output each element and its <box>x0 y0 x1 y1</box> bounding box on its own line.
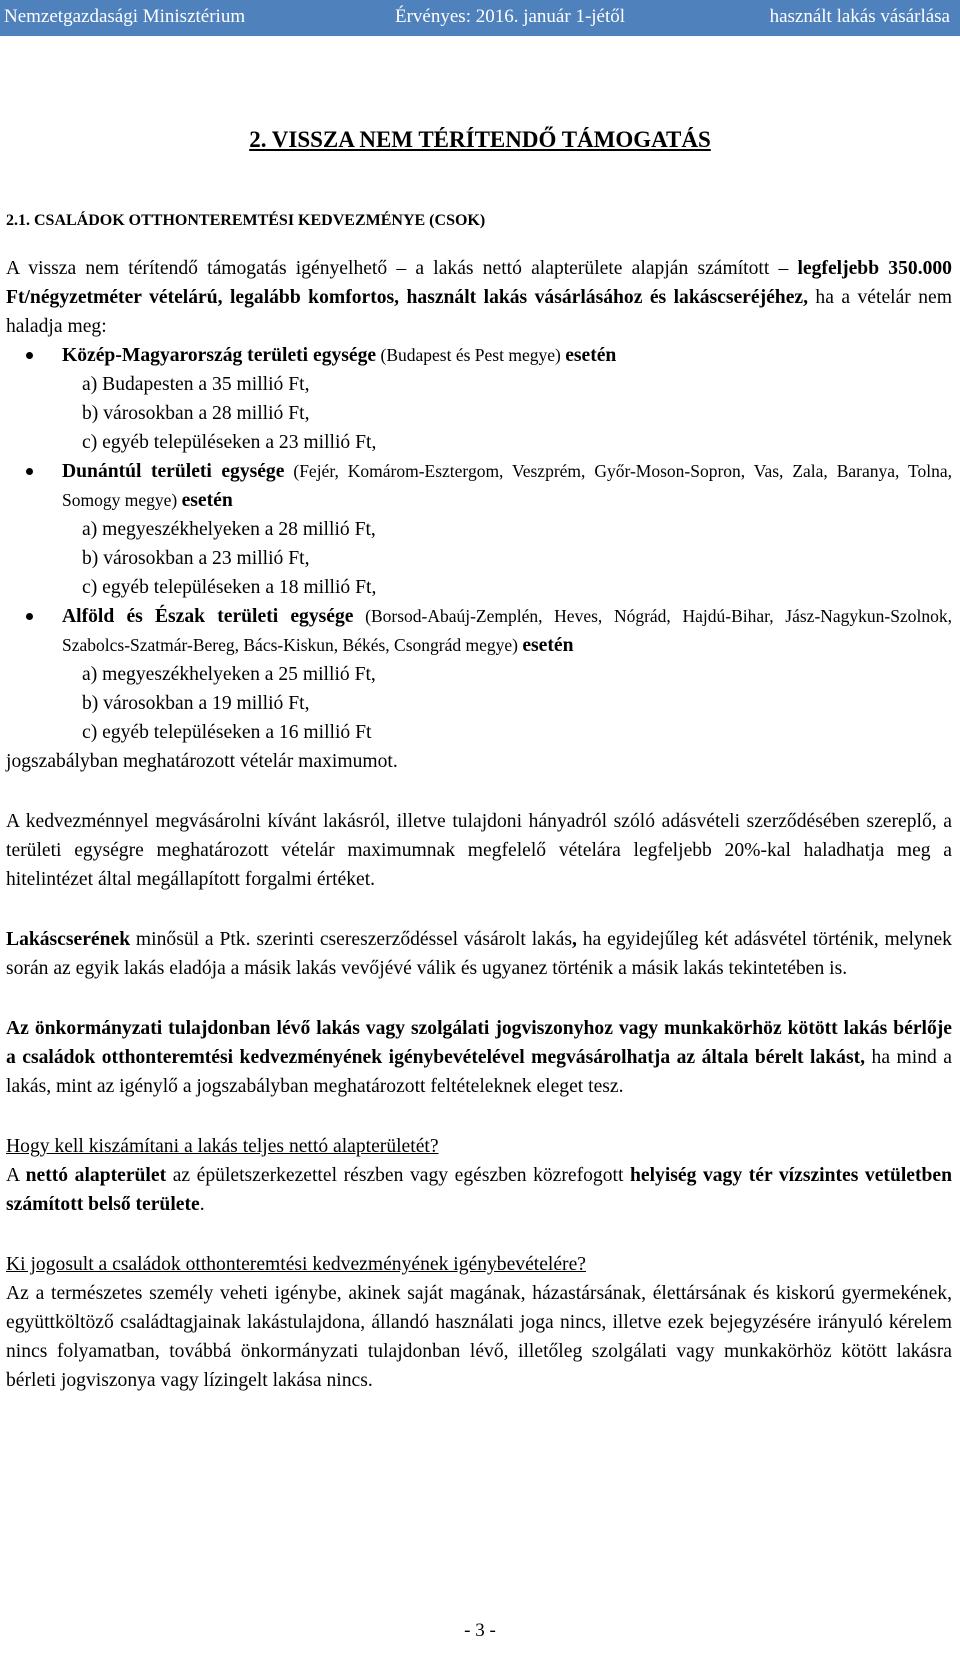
intro-bold: legfeljebb 350.000 Ft/négyzetméter vételárú, legalább komfortos, használt lakás vásárlásához és lakáscseréjéhez, <box>6 258 952 308</box>
region-section-dunantul <box>6 457 952 1395</box>
question-area: Hogy kell kiszámítani a lakás teljes nettó alapterületét? <box>6 1136 439 1157</box>
header-ministry: Nemzetgazdasági Minisztérium <box>4 6 246 27</box>
intro-paragraph: A vissza nem térítendő támogatás igényelhető – a lakás nettó alapterülete alapján számított – legfeljebb 350.000 Ft/négyzetméter vételárú, legalább komfortos, használt lakás vásárlásához és lakáscseréjéhez, ha a vételár nem haladja meg: <box>6 258 952 337</box>
region-item: Közép-Magyarország területi egysége (Budapest és Pest megye) esetén <box>6 341 952 370</box>
page-number: - 3 - <box>464 1620 496 1641</box>
bullet-icon <box>26 468 33 475</box>
closing-line: jogszabályban meghatározott vételár maximumot. <box>6 751 398 772</box>
page-header <box>0 0 960 36</box>
region-list <box>6 341 952 457</box>
price-limit: a) megyeszékhelyeken a 25 millió Ft, <box>82 664 376 685</box>
price-limit: c) egyéb településeken a 18 millió Ft, <box>82 577 377 598</box>
price-limit: a) Budapesten a 35 millió Ft, <box>82 374 310 395</box>
price-limit: c) egyéb településeken a 23 millió Ft, <box>82 432 377 453</box>
section-title: 2. VISSZA NEM TÉRÍTENDŐ TÁMOGATÁS <box>249 127 711 152</box>
price-paragraph: A kedvezménnyel megvásárolni kívánt lakásról, illetve tulajdoni hányadról szóló adásvételi szerződésében szereplő, a területi egységre meghatározott vételár maximumnak megfelelő vételára legfeljebb 20%-kal haladhatja meg a hitelintézet által megállapított forgalmi értéket. <box>6 811 952 890</box>
price-limit: b) városokban a 23 millió Ft, <box>82 548 310 569</box>
price-limit: b) városokban a 19 millió Ft, <box>82 693 310 714</box>
price-limit: c) egyéb településeken a 16 millió Ft <box>82 722 372 743</box>
eligibility-answer: Az a természetes személy veheti igénybe, akinek saját magának, házastársának, élettársának és kiskorú gyermekének, együttköltöző családtagjainak lakástulajdona, állandó használati joga nincs, illetve ezek bejegyzésére irányuló kérelem nincs folyamatban, továbbá önkormányzati tulajdonban lévő, illetőleg szolgálati vagy munkakörhöz kötött lakásra bérleti jogviszonya vagy lízingelt lakása nincs. <box>6 1283 952 1391</box>
question-eligibility: Ki jogosult a családok otthonteremtési kedvezményének igénybevételére? <box>6 1254 586 1275</box>
municipal-paragraph: Az önkormányzati tulajdonban lévő lakás vagy szolgálati jogviszonyhoz vagy munkakörhöz kötött lakás bérlője a családok otthonteremtési kedvezményének igénybevételével megvásárolhatja az általa bérelt lakást, ha mind a lakás, mint az igénylő a jogszabályban meghatározott feltételeknek eleget tesz. <box>6 1018 952 1097</box>
area-answer: A nettó alapterület az épületszerkezettel részben vagy egészben közrefogott helyiség vagy tér vízszintes vetületben számított belső területe. <box>6 1165 952 1215</box>
document-body <box>6 254 952 457</box>
exchange-paragraph: Lakáscserének minősül a Ptk. szerinti csereszerződéssel vásárolt lakás, ha egyidejűleg két adásvétel történik, melynek során az egyik lakás eladója a másik lakás vevőjévé válik és ugyanez történik a másik lakás tekintetében is. <box>6 929 952 979</box>
region-item: Dunántúl területi egysége (Fejér, Komárom-Esztergom, Veszprém, Győr-Moson-Sopron, Vas, Zala, Baranya, Tolna, Somogy megye) esetén <box>6 457 952 515</box>
price-limit: a) megyeszékhelyeken a 28 millió Ft, <box>82 519 376 540</box>
header-validity: Érvényes: 2016. január 1-jétől <box>395 6 626 27</box>
price-limit: b) városokban a 28 millió Ft, <box>82 403 310 424</box>
region-item: Alföld és Észak területi egysége (Borsod-Abaúj-Zemplén, Heves, Nógrád, Hajdú-Bihar, Jász-Nagykun-Szolnok, Szabolcs-Szatmár-Bereg, Bács-Kiskun, Békés, Csongrád megye) esetén <box>6 602 952 660</box>
subsection-title: 2.1. CSALÁDOK OTTHONTEREMTÉSI KEDVEZMÉNYE (CSOK) <box>6 212 486 229</box>
header-topic: használt lakás vásárlása <box>769 6 950 27</box>
bullet-icon <box>26 613 33 620</box>
